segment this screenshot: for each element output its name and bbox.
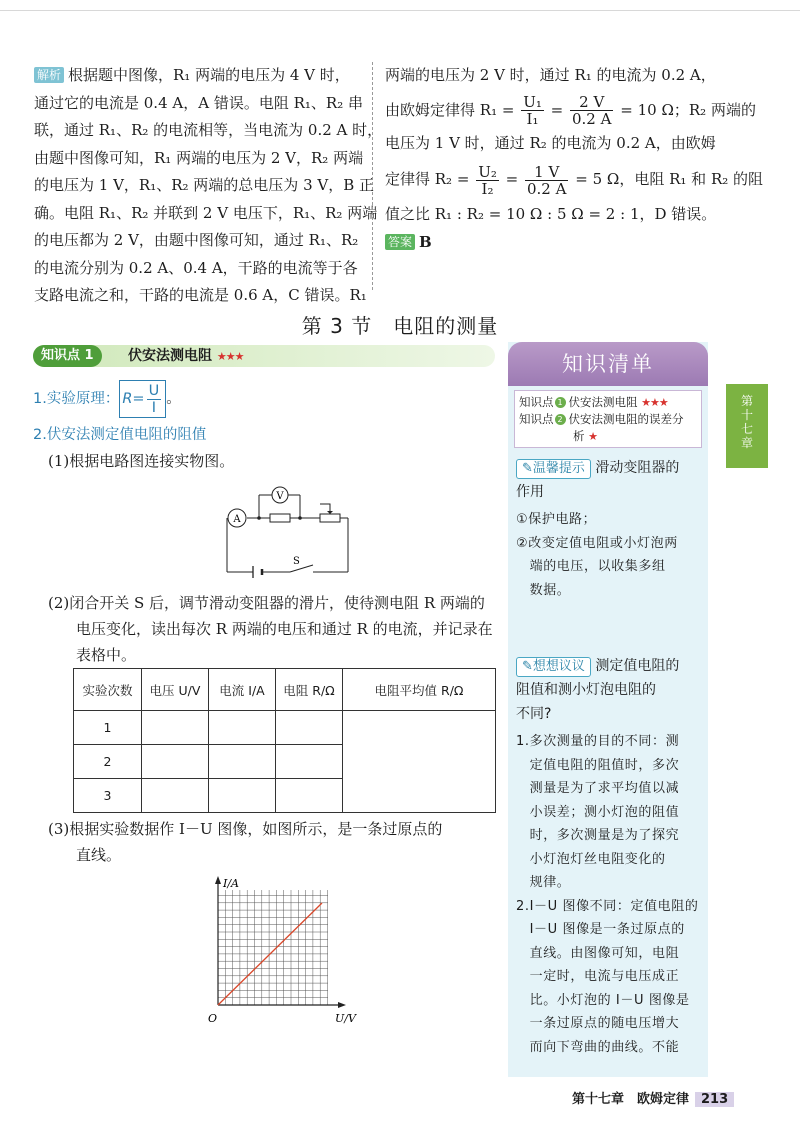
analysis-line: 的电压为 1 V，R₁、R₂ 两端的总电压为 3 V，B 正 bbox=[34, 176, 374, 194]
fraction: $\frac{\text{U₁}}{\text{I₁}}$ bbox=[523, 93, 542, 128]
rheostat bbox=[320, 514, 340, 522]
fraction: $\frac{\text{U₂}}{\text{I₂}}$ bbox=[478, 162, 497, 198]
experiment-table bbox=[73, 668, 496, 813]
junction-dot bbox=[257, 516, 261, 520]
knowledge-point-pill: 知识点 1 bbox=[33, 345, 102, 367]
top-rule bbox=[0, 10, 800, 11]
answer-tag: 答案 bbox=[385, 234, 415, 250]
switch-label: S bbox=[293, 556, 300, 567]
table-cell: 3 bbox=[74, 779, 142, 813]
junction-dot bbox=[298, 516, 302, 520]
sidebar-item: 知识点 1 伏安法测电阻 ★★★ bbox=[519, 395, 668, 409]
analysis-line: 的电流分别为 0.2 A、0.4 A，干路的电流等于各 bbox=[34, 258, 358, 277]
table-header-cell: 实验次数 bbox=[74, 669, 142, 711]
analysis-line: 解析 根据题中图像，R₁ 两端的电压为 4 V 时， bbox=[34, 62, 368, 90]
sidebar-title: 知识清单 bbox=[508, 342, 708, 386]
voltmeter-label: V bbox=[276, 491, 284, 502]
formula-box: R= $\frac{U}{I}$ bbox=[119, 380, 166, 418]
table-cell: 2 bbox=[74, 745, 142, 779]
origin-label: O bbox=[208, 1012, 218, 1025]
step-3: (3)根据实验数据作 I－U 图像，如图所示，是一条过原点的 直线。 bbox=[48, 820, 443, 864]
graph-grid bbox=[218, 890, 328, 1005]
tip-label: ✎温馨提示 bbox=[516, 459, 591, 479]
answer-value: B bbox=[419, 232, 432, 251]
table-header-cell: 电流 I/A bbox=[209, 669, 276, 711]
tip-box: ✎温馨提示 滑动变阻器的 作用 ①保护电路； ②改变定值电阻或小灯泡两 端的电压，以收集多组 数据。 bbox=[516, 460, 680, 598]
y-axis-arrow-icon bbox=[215, 876, 221, 884]
analysis-tag: 解析 bbox=[34, 67, 64, 83]
experiment-principle: 1.实验原理： R= $\frac{U}{I}$ 。 bbox=[33, 380, 181, 418]
tip-icon: ✎ bbox=[522, 461, 533, 476]
fixed-resistor bbox=[270, 514, 290, 522]
fraction: $\frac{U}{I}$ bbox=[148, 382, 160, 416]
discussion-label: ✎想想议议 bbox=[516, 657, 591, 677]
page-footer bbox=[572, 1088, 734, 1107]
section-title: 第 3 节 电阻的测量 bbox=[301, 314, 499, 338]
analysis-left-column bbox=[34, 62, 383, 310]
table-header-cell: 电阻 R/Ω bbox=[276, 669, 343, 711]
analysis-line: 由题中图像可知，R₁ 两端的电压为 2 V，R₂ 两端 bbox=[34, 148, 364, 167]
table-row bbox=[74, 711, 496, 745]
analysis-formula-r1: 由欧姆定律得 R₁ = $\frac{\text{U₁}}{\text{I₁}}$ = $\frac{2 V}{0.2 A}$ = 10 Ω；R₂ 两端的 bbox=[385, 93, 756, 128]
fraction: $\frac{1 V}{0.2 A}$ bbox=[527, 162, 567, 198]
answer-line bbox=[385, 229, 715, 257]
average-cell bbox=[343, 711, 496, 813]
table-header-cell: 电压 U/V bbox=[142, 669, 209, 711]
analysis-line: 通过它的电流是 0.4 A，A 错误。电阻 R₁、R₂ 串 bbox=[34, 93, 363, 112]
x-axis-label: U/V bbox=[335, 1012, 356, 1025]
analysis-formula-r2: 定律得 R₂ = $\frac{\text{U₂}}{\text{I₂}}$ = $\frac{1 V}{0.2 A}$ = 5 Ω，电阻 R₁ 和 R₂ 的阻 bbox=[385, 162, 764, 198]
y-axis-label: I/A bbox=[223, 877, 239, 890]
discussion-box: ✎想想议议 测定值电阻的 阻值和测小灯泡电阻的 不同? 1.多次测量的目的不同：测 定值电阻的阻值时，多次 测量是为了求平均值以减 小误差；测小灯泡的阻值 时，多次测量是为了探究 小灯泡灯丝电阻变化的 规律。 2.I－U 图像不同：定值电阻的 I－U 图像是一条过原点的 直线。由图像可知，电阻 一定时，电流与电压成正 比。小灯泡的 I－U 图像是 一条过原点的随电压增大 而向下弯曲的曲线。不能 bbox=[516, 658, 699, 1055]
heading-2: 2.伏安法测定值电阻的阻值 bbox=[33, 427, 207, 443]
chapter-tab[interactable]: 第 十 七 章 bbox=[726, 384, 768, 468]
sidebar-index: 知识点 1 伏安法测电阻 ★★★ 知识点 2 伏安法测电阻的误差分 析 ★ bbox=[514, 390, 702, 448]
iu-graph bbox=[195, 872, 370, 1027]
sidebar-item: 知识点 2 伏安法测电阻的误差分 bbox=[519, 412, 684, 426]
footer-chapter: 第十七章 欧姆定律 bbox=[572, 1092, 690, 1107]
column-divider bbox=[372, 62, 373, 290]
analysis-line: 的电压都为 2 V，由题中图像可知，通过 R₁、R₂ bbox=[34, 231, 359, 249]
analysis-line: 支路电流之和，干路的电流是 0.6 A，C 错误。R₁ bbox=[34, 286, 367, 304]
difficulty-stars: ★★★ bbox=[216, 350, 244, 363]
analysis-line: 两端的电压为 2 V 时，通过 R₁ 的电流为 0.2 A， bbox=[385, 66, 716, 84]
page-number: 213 bbox=[695, 1092, 734, 1107]
step-2: (2)闭合开关 S 后，调节滑动变阻器的滑片，使待测电阻 R 两端的 电压变化，读出每次 R 两端的电压和通过 R 的电流，并记录在 表格中。 bbox=[48, 594, 493, 664]
rheostat-slider bbox=[320, 504, 330, 512]
step-1: (1)根据电路图连接实物图。 bbox=[48, 452, 235, 470]
knowledge-point-title: 伏安法测电阻 ★★★ bbox=[128, 348, 244, 364]
discussion-icon: ✎ bbox=[522, 659, 533, 674]
fraction: $\frac{2 V}{0.2 A}$ bbox=[572, 93, 612, 128]
ammeter-label: A bbox=[233, 514, 241, 525]
table-header-cell: 电阻平均值 R/Ω bbox=[343, 669, 496, 711]
analysis-right-column bbox=[385, 62, 764, 256]
analysis-line: 值之比 R₁ : R₂ = 10 Ω : 5 Ω = 2 : 1，D 错误。 bbox=[385, 205, 717, 223]
knowledge-point-bar bbox=[33, 345, 495, 367]
x-axis-arrow-icon bbox=[338, 1002, 346, 1008]
table-header-row bbox=[74, 669, 496, 711]
analysis-line: 电压为 1 V 时，通过 R₂ 的电流为 0.2 A，由欧姆 bbox=[385, 133, 716, 152]
analysis-line: 确。电阻 R₁、R₂ 并联到 2 V 电压下，R₁、R₂ 两端 bbox=[34, 203, 378, 222]
analysis-line: 联，通过 R₁、R₂ 的电流相等，当电流为 0.2 A 时， bbox=[34, 121, 383, 139]
circuit-diagram bbox=[220, 480, 355, 582]
table-cell: 1 bbox=[74, 711, 142, 745]
